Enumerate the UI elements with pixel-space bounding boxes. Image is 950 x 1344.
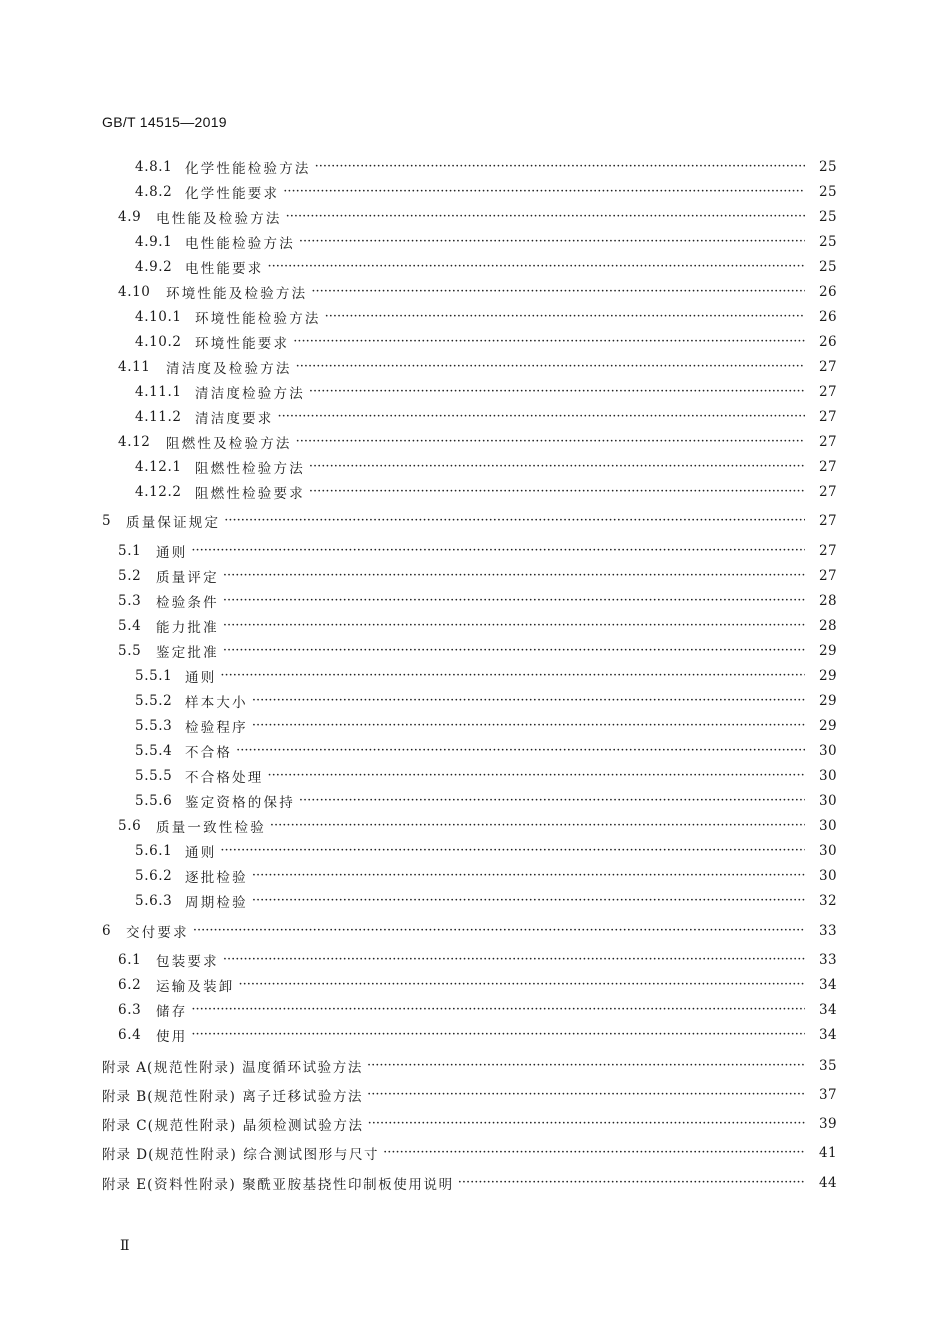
toc-leader-dots bbox=[193, 921, 805, 941]
toc-entry[interactable] bbox=[118, 816, 837, 836]
toc-leader-dots bbox=[239, 975, 806, 995]
toc-entry-title: 储存 bbox=[156, 1004, 188, 1020]
toc-entry-page: 29 bbox=[819, 693, 837, 709]
toc-entry-title: 周期检验 bbox=[185, 895, 248, 911]
toc-leader-dots bbox=[299, 232, 805, 252]
toc-leader-dots bbox=[236, 741, 805, 761]
toc-entry-page: 37 bbox=[819, 1087, 837, 1103]
toc-entry-title: 质量一致性检验 bbox=[156, 820, 266, 836]
toc-entry-page: 30 bbox=[819, 793, 837, 809]
toc-entry-number: 6.3 bbox=[118, 1002, 142, 1018]
toc-entry-number: 5.1 bbox=[118, 543, 142, 559]
toc-entry-title: 电性能检验方法 bbox=[185, 236, 295, 252]
toc-entry-page: 26 bbox=[819, 309, 837, 325]
toc-entry-title: 电性能要求 bbox=[185, 261, 264, 277]
toc-entry-page: 25 bbox=[819, 259, 837, 275]
toc-entry[interactable] bbox=[118, 1025, 837, 1045]
toc-entry-page: 30 bbox=[819, 743, 837, 759]
toc-entry[interactable] bbox=[118, 357, 837, 377]
toc-entry-page: 29 bbox=[819, 718, 837, 734]
toc-entry-title: 鉴定批准 bbox=[156, 645, 219, 661]
toc-entry-title: 逐批检验 bbox=[185, 870, 248, 886]
toc-entry-number: 6.4 bbox=[118, 1027, 142, 1043]
toc-entry-number: 附录 B bbox=[102, 1089, 148, 1105]
toc-entry-page: 25 bbox=[819, 159, 837, 175]
toc-entry-page: 26 bbox=[819, 334, 837, 350]
toc-leader-dots bbox=[223, 566, 805, 586]
toc-entry-page: 25 bbox=[819, 234, 837, 250]
toc-leader-dots bbox=[223, 950, 805, 970]
toc-entry-title: 化学性能要求 bbox=[185, 186, 280, 202]
toc-entry-number: 4.9.2 bbox=[135, 259, 173, 275]
toc-entry-title: (规范性附录) 综合测试图形与尺寸 bbox=[148, 1147, 380, 1163]
toc-entry-title: 质量保证规定 bbox=[126, 515, 221, 531]
toc-entry-number: 4.9.1 bbox=[135, 234, 173, 250]
toc-entry-number: 5.6.2 bbox=[135, 868, 173, 884]
toc-leader-dots bbox=[191, 1025, 805, 1045]
toc-entry-page: 41 bbox=[819, 1145, 837, 1161]
toc-entry-page: 29 bbox=[819, 643, 837, 659]
toc-entry-title: 能力批准 bbox=[156, 620, 219, 636]
toc-entry-number: 附录 A bbox=[102, 1060, 148, 1076]
toc-leader-dots bbox=[220, 841, 805, 861]
toc-entry-page: 34 bbox=[819, 977, 837, 993]
toc-entry-page: 27 bbox=[819, 459, 837, 475]
toc-entry-number: 5.5.1 bbox=[135, 668, 173, 684]
toc-entry-number: 4.8.2 bbox=[135, 184, 173, 200]
toc-entry[interactable] bbox=[135, 307, 837, 327]
toc-annex-entry[interactable] bbox=[102, 1143, 837, 1163]
toc-entry[interactable] bbox=[118, 1000, 837, 1020]
toc-entry-page: 26 bbox=[819, 284, 837, 300]
toc-leader-dots bbox=[224, 511, 805, 531]
toc-entry-title: 清洁度要求 bbox=[195, 411, 274, 427]
toc-entry-title: 化学性能检验方法 bbox=[185, 161, 311, 177]
toc-entry-title: 通则 bbox=[185, 845, 217, 861]
toc-entry[interactable] bbox=[135, 457, 837, 477]
toc-entry-title: 阻燃性检验要求 bbox=[195, 486, 305, 502]
toc-entry-page: 27 bbox=[819, 543, 837, 559]
toc-entry-number: 5.5.5 bbox=[135, 768, 173, 784]
toc-entry-page: 27 bbox=[819, 513, 837, 529]
toc-entry-page: 35 bbox=[819, 1058, 837, 1074]
toc-entry[interactable] bbox=[135, 841, 837, 861]
toc-entry-title: 环境性能检验方法 bbox=[195, 311, 321, 327]
toc-entry-number: 4.12 bbox=[118, 434, 151, 450]
toc-entry[interactable] bbox=[102, 511, 837, 531]
toc-entry-number: 5.6.1 bbox=[135, 843, 173, 859]
toc-entry-number: 6 bbox=[102, 923, 112, 939]
toc-entry[interactable] bbox=[135, 791, 837, 811]
toc-entry[interactable] bbox=[118, 591, 837, 611]
toc-entry-title: 质量评定 bbox=[156, 570, 219, 586]
toc-leader-dots bbox=[268, 257, 806, 277]
toc-entry-page: 30 bbox=[819, 868, 837, 884]
toc-entry[interactable] bbox=[135, 866, 837, 886]
toc-annex-entry[interactable] bbox=[102, 1114, 837, 1134]
toc-entry-title: 清洁度检验方法 bbox=[195, 386, 305, 402]
toc-entry-number: 5.5 bbox=[118, 643, 142, 659]
toc-annex-entry[interactable] bbox=[102, 1173, 837, 1193]
toc-entry[interactable] bbox=[135, 666, 837, 686]
toc-entry-title: 运输及装卸 bbox=[156, 979, 235, 995]
toc-entry-number: 5.4 bbox=[118, 618, 142, 634]
toc-entry-page: 27 bbox=[819, 409, 837, 425]
toc-entry-title: 检验程序 bbox=[185, 720, 248, 736]
toc-entry-title: 交付要求 bbox=[126, 925, 189, 941]
toc-entry-title: 不合格 bbox=[185, 745, 233, 761]
toc-leader-dots bbox=[252, 866, 805, 886]
toc-leader-dots bbox=[278, 407, 806, 427]
toc-entry-number: 附录 D bbox=[102, 1147, 149, 1163]
standard-code-header: GB/T 14515—2019 bbox=[102, 114, 227, 130]
toc-entry-title: 阻燃性检验方法 bbox=[195, 461, 305, 477]
toc-entry[interactable] bbox=[135, 891, 837, 911]
toc-entry-page: 39 bbox=[819, 1116, 837, 1132]
toc-leader-dots bbox=[252, 691, 805, 711]
toc-leader-dots bbox=[383, 1143, 805, 1163]
toc-entry-number: 6.2 bbox=[118, 977, 142, 993]
toc-leader-dots bbox=[223, 591, 805, 611]
toc-leader-dots bbox=[315, 157, 805, 177]
toc-entry-page: 27 bbox=[819, 434, 837, 450]
toc-entry[interactable] bbox=[118, 950, 837, 970]
toc-entry[interactable] bbox=[135, 741, 837, 761]
toc-entry[interactable] bbox=[118, 641, 837, 661]
toc-entry-title: (规范性附录) 温度循环试验方法 bbox=[147, 1060, 363, 1076]
toc-leader-dots bbox=[252, 891, 805, 911]
toc-entry[interactable] bbox=[118, 616, 837, 636]
toc-leader-dots bbox=[283, 182, 805, 202]
toc-entry-title: 电性能及检验方法 bbox=[156, 211, 282, 227]
toc-entry-page: 27 bbox=[819, 568, 837, 584]
toc-entry-number: 4.9 bbox=[118, 209, 142, 225]
toc-leader-dots bbox=[293, 332, 805, 352]
toc-entry-number: 6.1 bbox=[118, 952, 142, 968]
toc-entry-title: 阻燃性及检验方法 bbox=[166, 436, 292, 452]
toc-leader-dots bbox=[191, 1000, 805, 1020]
toc-entry[interactable] bbox=[135, 382, 837, 402]
toc-entry-number: 5.5.2 bbox=[135, 693, 173, 709]
toc-entry-number: 附录 E bbox=[102, 1177, 148, 1193]
toc-leader-dots bbox=[220, 666, 805, 686]
toc-leader-dots bbox=[325, 307, 805, 327]
toc-leader-dots bbox=[270, 816, 805, 836]
toc-leader-dots bbox=[309, 457, 805, 477]
toc-entry-page: 30 bbox=[819, 843, 837, 859]
toc-leader-dots bbox=[367, 1085, 805, 1105]
toc-entry[interactable] bbox=[118, 541, 837, 561]
toc-entry[interactable] bbox=[135, 482, 837, 502]
toc-entry-number: 5.5.6 bbox=[135, 793, 173, 809]
toc-leader-dots bbox=[191, 541, 805, 561]
toc-entry-number: 5.5.4 bbox=[135, 743, 173, 759]
toc-entry-number: 5.6 bbox=[118, 818, 142, 834]
toc-entry-number: 4.10 bbox=[118, 284, 151, 300]
toc-entry-number: 4.10.1 bbox=[135, 309, 182, 325]
toc-entry-page: 34 bbox=[819, 1027, 837, 1043]
toc-entry-number: 附录 C bbox=[102, 1118, 148, 1134]
toc-entry[interactable] bbox=[135, 182, 837, 202]
toc-entry-page: 25 bbox=[819, 209, 837, 225]
toc-leader-dots bbox=[309, 382, 805, 402]
toc-entry-number: 5 bbox=[102, 513, 112, 529]
toc-leader-dots bbox=[296, 357, 805, 377]
toc-entry-title: (规范性附录) 晶须检测试验方法 bbox=[147, 1118, 364, 1134]
toc-leader-dots bbox=[252, 716, 805, 736]
toc-leader-dots bbox=[299, 791, 805, 811]
toc-entry-title: 环境性能及检验方法 bbox=[166, 286, 308, 302]
toc-entry[interactable] bbox=[118, 207, 837, 227]
toc-leader-dots bbox=[309, 482, 805, 502]
toc-entry-page: 33 bbox=[819, 923, 837, 939]
toc-entry-title: 清洁度及检验方法 bbox=[166, 361, 292, 377]
toc-entry-title: 检验条件 bbox=[156, 595, 219, 611]
toc-entry[interactable] bbox=[135, 407, 837, 427]
toc-entry[interactable] bbox=[118, 282, 837, 302]
toc-entry-page: 30 bbox=[819, 768, 837, 784]
toc-leader-dots bbox=[367, 1056, 805, 1076]
toc-entry-page: 25 bbox=[819, 184, 837, 200]
toc-entry-number: 4.11.2 bbox=[135, 409, 182, 425]
toc-leader-dots bbox=[368, 1114, 805, 1134]
toc-entry-number: 4.11.1 bbox=[135, 384, 182, 400]
toc-entry-title: 使用 bbox=[156, 1029, 188, 1045]
toc-entry-page: 44 bbox=[819, 1175, 837, 1191]
toc-entry-page: 33 bbox=[819, 952, 837, 968]
toc-entry-number: 4.8.1 bbox=[135, 159, 173, 175]
toc-entry-title: (规范性附录) 离子迁移试验方法 bbox=[147, 1089, 364, 1105]
toc-leader-dots bbox=[223, 616, 805, 636]
toc-entry-title: 包装要求 bbox=[156, 954, 219, 970]
toc-entry-number: 5.5.3 bbox=[135, 718, 173, 734]
toc-entry-number: 4.12.1 bbox=[135, 459, 182, 475]
toc-entry[interactable] bbox=[135, 766, 837, 786]
toc-entry[interactable] bbox=[118, 432, 837, 452]
toc-leader-dots bbox=[268, 766, 806, 786]
toc-entry-page: 28 bbox=[819, 618, 837, 634]
toc-entry-title: 通则 bbox=[185, 670, 217, 686]
toc-entry[interactable] bbox=[135, 716, 837, 736]
toc-entry-number: 4.12.2 bbox=[135, 484, 182, 500]
page-number: Ⅱ bbox=[120, 1238, 130, 1254]
toc-entry-page: 28 bbox=[819, 593, 837, 609]
toc-leader-dots bbox=[458, 1173, 805, 1193]
toc-entry[interactable] bbox=[135, 332, 837, 352]
toc-entry-page: 29 bbox=[819, 668, 837, 684]
toc-entry-title: 样本大小 bbox=[185, 695, 248, 711]
toc-entry-number: 5.6.3 bbox=[135, 893, 173, 909]
toc-entry[interactable] bbox=[135, 157, 837, 177]
toc-entry-page: 27 bbox=[819, 384, 837, 400]
toc-annex-entry[interactable] bbox=[102, 1056, 837, 1076]
toc-entry-page: 34 bbox=[819, 1002, 837, 1018]
toc-entry-title: 环境性能要求 bbox=[195, 336, 290, 352]
toc-entry-title: (资料性附录) 聚酰亚胺基挠性印制板使用说明 bbox=[147, 1177, 454, 1193]
toc-leader-dots bbox=[286, 207, 805, 227]
toc-entry-page: 27 bbox=[819, 359, 837, 375]
toc-entry-title: 不合格处理 bbox=[185, 770, 264, 786]
toc-leader-dots bbox=[223, 641, 805, 661]
toc-entry-page: 27 bbox=[819, 484, 837, 500]
toc-entry-title: 鉴定资格的保持 bbox=[185, 795, 295, 811]
toc-entry-title: 通则 bbox=[156, 545, 188, 561]
toc-annex-entry[interactable] bbox=[102, 1085, 837, 1105]
toc-entry-number: 4.10.2 bbox=[135, 334, 182, 350]
toc-entry[interactable] bbox=[135, 691, 837, 711]
toc-entry-number: 4.11 bbox=[118, 359, 151, 375]
toc-entry[interactable] bbox=[118, 975, 837, 995]
toc-entry[interactable] bbox=[102, 921, 837, 941]
toc-leader-dots bbox=[311, 282, 805, 302]
toc-entry-page: 32 bbox=[819, 893, 837, 909]
toc-entry-number: 5.2 bbox=[118, 568, 142, 584]
toc-entry[interactable] bbox=[118, 566, 837, 586]
toc-entry-page: 30 bbox=[819, 818, 837, 834]
toc-leader-dots bbox=[296, 432, 805, 452]
toc-entry[interactable] bbox=[135, 257, 837, 277]
toc-entry-number: 5.3 bbox=[118, 593, 142, 609]
toc-entry[interactable] bbox=[135, 232, 837, 252]
